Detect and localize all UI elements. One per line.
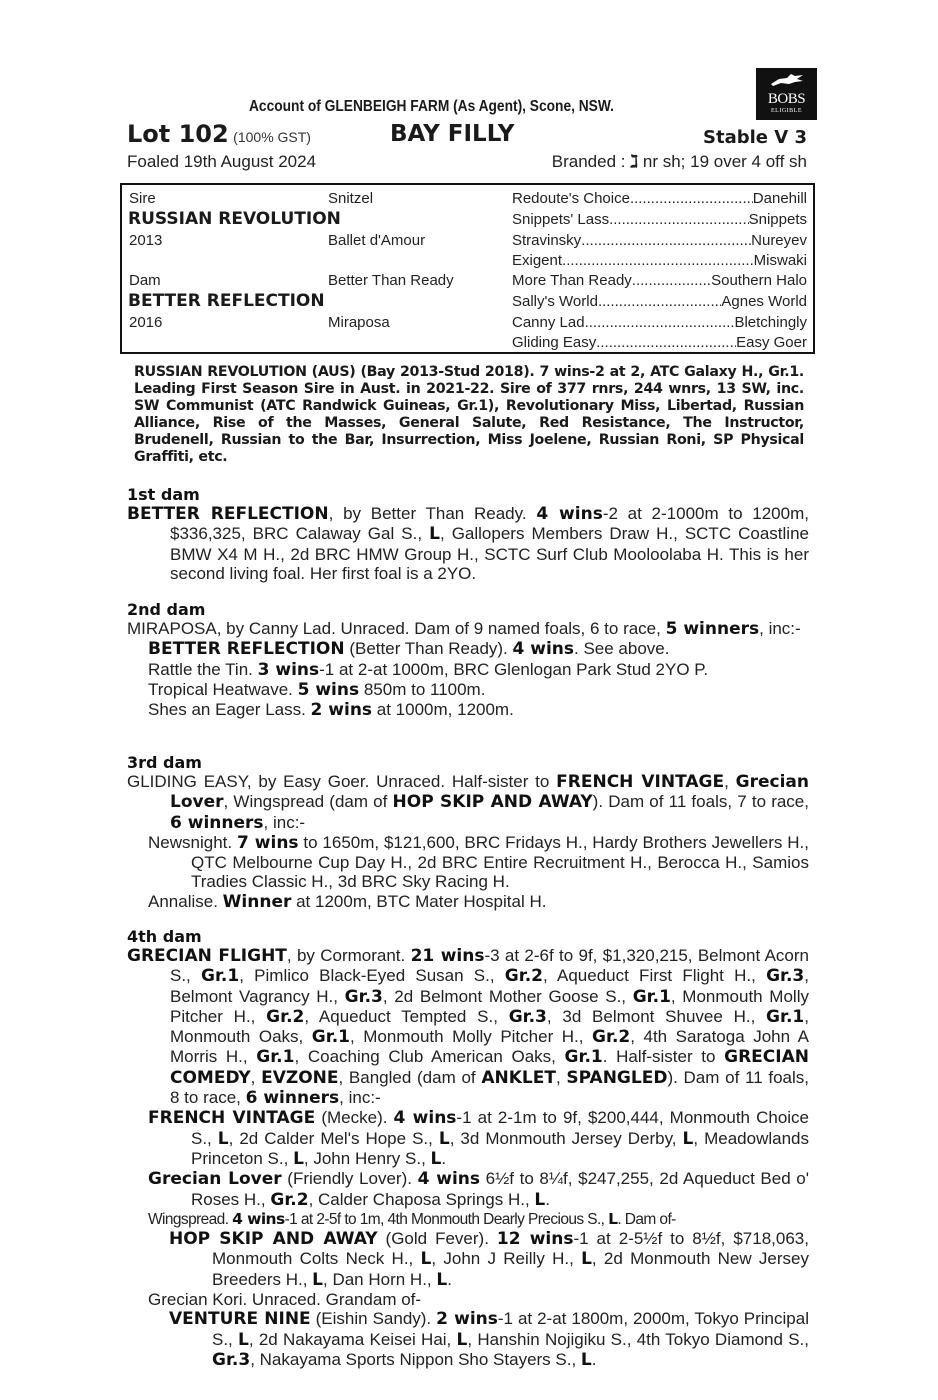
ancestor-row: Redoute's Choice ..... Danehill <box>512 190 807 207</box>
dam-year: 2016 <box>129 314 163 331</box>
granddam-paternal: Ballet d'Amour <box>328 232 426 249</box>
ancestor-row: Stravinsky ..... Nureyev <box>512 232 807 249</box>
third-dam-section <box>127 753 809 912</box>
first-dam-section <box>127 485 809 583</box>
progeny-entry: Shes an Eager Lass. 2 wins at 1000m, 1200m. <box>148 700 514 721</box>
progeny-entry: Wingspread. 4 wins-1 at 2-5f to 1m, 4th Monmouth Dearly Precious S., L. Dam of- <box>148 1209 676 1228</box>
grandsire-paternal: Snitzel <box>328 190 374 207</box>
section-heading: 2nd dam <box>127 600 206 619</box>
lot-heading <box>127 120 311 148</box>
section-heading: 4th dam <box>127 927 202 946</box>
second-dam-section <box>127 600 809 720</box>
grandsire-maternal: Better Than Ready <box>328 272 454 289</box>
gst-note: (100% GST) <box>233 129 311 145</box>
pedigree-table <box>120 183 815 354</box>
progeny-entry: Grecian Lover (Friendly Lover). 4 wins 6½f to 8¼f, $247,255, 2d Aqueduct Bed o' Roses H., Gr.2, Calder Chaposa Springs H., L. <box>148 1169 810 1210</box>
brand-info: Branded : ℷ nr sh; 19 over 4 off sh <box>551 152 807 172</box>
granddam-maternal: Miraposa <box>328 314 390 331</box>
stable-location: Stable V 3 <box>703 127 807 148</box>
horse-head-icon <box>756 72 817 92</box>
dam-name: BETTER REFLECTION <box>128 291 325 311</box>
bobs-eligible-logo: BOBS ELIGIBLE <box>756 68 817 120</box>
ancestor-row: Canny Lad ..... Bletchingly <box>512 314 807 331</box>
ancestor-row: Exigent ..... Miswaki <box>512 252 807 269</box>
ancestor-row: More Than Ready ..... Southern Halo <box>512 272 807 289</box>
foaled-date: Foaled 19th August 2024 <box>127 152 317 171</box>
dam-label: Dam <box>129 272 161 289</box>
dam-entry: MIRAPOSA, by Canny Lad. Unraced. Dam of 9 named foals, 6 to race, 5 winners, inc:- <box>127 619 801 639</box>
dam-entry: GLIDING EASY, by Easy Goer. Unraced. Half-sister to FRENCH VINTAGE, Grecian Lover, Wingspread (dam of HOP SKIP AND AWAY). Dam of 11 foals, 7 to race, 6 winners, inc:- <box>127 772 809 833</box>
sire-year: 2013 <box>129 232 163 249</box>
section-heading: 3rd dam <box>127 753 202 772</box>
progeny-entry: Rattle the Tin. 3 wins-1 at 2-at 1000m, BRC Glenlogan Park Stud 2YO P. <box>148 659 709 680</box>
progeny-entry: Newsnight. 7 wins to 1650m, $121,600, BRC Fridays H., Hardy Brothers Jewellers H., QTC Melbourne Cup Day H., 2d BRC Entire Recruitment H., Berocca H., Samios Tradies Classic H., 3d BRC Sky Racing H. <box>148 832 809 892</box>
sire-summary: RUSSIAN REVOLUTION (AUS) (Bay 2013-Stud 2018). 7 wins-2 at 2, ATC Galaxy H., Gr.1. Leading First Season Sire in Aust. in 2021-22. Sire of 377 rnrs, 244 wnrs, 13 SW, inc. SW Communist (ATC Randwick Guineas, Gr.1), Revolutionary Miss, Libertad, Russian Alliance, Rise of the Masses, General Salute, Red Resistance, The Instructor, Brudenell, Russian to the Bar, Insurrection, Miss Joelene, Russian Roni, SP Physical Graffiti, etc. <box>134 364 804 465</box>
sire-label: Sire <box>129 190 156 207</box>
progeny-entry: Grecian Kori. Unraced. Grandam of- <box>148 1290 422 1310</box>
ancestor-row: Snippets' Lass ..... Snippets <box>512 211 807 228</box>
brand-glyph-icon: ℷ <box>630 152 639 172</box>
progeny-entry: FRENCH VINTAGE (Mecke). 4 wins-1 at 2-1m to 9f, $200,444, Monmouth Choice S., L, 2d Calder Mel's Hope S., L, 3d Monmouth Jersey Derby, L, Meadowlands Princeton S., L, John Henry S., L. <box>148 1108 810 1169</box>
fourth-dam-section <box>127 927 809 1370</box>
section-heading: 1st dam <box>127 485 200 504</box>
horse-description: BAY FILLY <box>390 121 515 147</box>
sire-name: RUSSIAN REVOLUTION <box>128 209 341 229</box>
ancestor-row: Gliding Easy ..... Easy Goer <box>512 334 807 351</box>
grandprogeny-entry: HOP SKIP AND AWAY (Gold Fever). 12 wins-1 at 2-5½f to 8½f, $718,063, Monmouth Colts Neck H., L, John J Reilly H., L, 2d Monmouth New Jersey Breeders H., L, Dan Horn H., L. <box>169 1229 809 1290</box>
ancestor-row: Sally's World ..... Agnes World <box>512 293 807 310</box>
lot-number: Lot 102 <box>127 120 229 148</box>
dam-entry: GRECIAN FLIGHT, by Cormorant. 21 wins-3 at 2-6f to 9f, $1,320,215, Belmont Acorn S., Gr.1, Pimlico Black-Eyed Susan S., Gr.2, Aqueduct First Flight H., Gr.3, Belmont Vagrancy H., Gr.3, 2d Belmont Mother Goose S., Gr.1, Monmouth Molly Pitcher H., Gr.2, Aqueduct Tempted S., Gr.3, 3d Belmont Shuvee H., Gr.1, Monmouth Oaks, Gr.1, Monmouth Molly Pitcher H., Gr.2, 4th Saratoga John A Morris H., Gr.1, Coaching Club American Oaks, Gr.1. Half-sister to GRECIAN COMEDY, EVZONE, Bangled (dam of ANKLET, SPANGLED). Dam of 11 foals, 8 to race, 6 winners, inc:- <box>127 946 809 1109</box>
dam-entry: BETTER REFLECTION, by Better Than Ready. 4 wins-2 at 2-1000m to 1200m, $336,325, BRC Calaway Gal S., L, Gallopers Members Draw H., SCTC Coastline BMW X4 M H., 2d BRC HMW Group H., SCTC Surf Club Mooloolaba H. This is her second living foal. Her first foal is a 2YO. <box>127 504 809 583</box>
vendor-account: Account of GLENBEIGH FARM (As Agent), Scone, NSW. <box>249 98 614 115</box>
progeny-entry: Tropical Heatwave. 5 wins 850m to 1100m. <box>148 679 486 700</box>
progeny-entry: BETTER REFLECTION (Better Than Ready). 4 wins. See above. <box>148 639 670 660</box>
grandprogeny-entry: VENTURE NINE (Eishin Sandy). 2 wins-1 at 2-at 1800m, 2000m, Tokyo Principal S., L, 2d Nakayama Keisei Hai, L, Hanshin Nojigiku S., 4th Tokyo Diamond S., Gr.3, Nakayama Sports Nippon Sho Stayers S., L. <box>169 1309 809 1370</box>
progeny-entry: Annalise. Winner at 1200m, BTC Mater Hospital H. <box>148 891 547 912</box>
